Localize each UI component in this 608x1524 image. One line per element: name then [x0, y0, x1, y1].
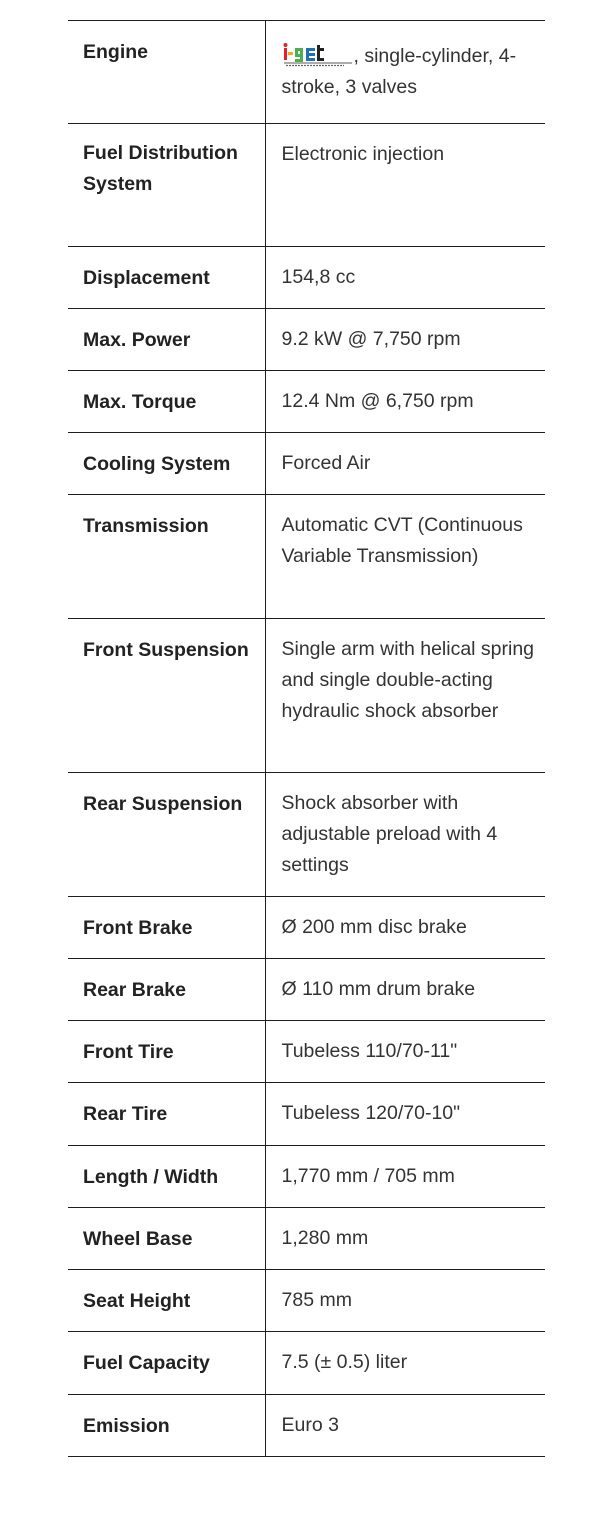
specifications-table-body	[68, 21, 545, 1457]
spec-label: Seat Height	[68, 1270, 265, 1332]
spec-label: Engine	[68, 21, 265, 124]
spec-row	[68, 1208, 545, 1270]
spec-value: 12.4 Nm @ 6,750 rpm	[265, 371, 545, 433]
spec-label: Emission	[68, 1395, 265, 1457]
spec-label: Wheel Base	[68, 1208, 265, 1270]
spec-value: Ø 110 mm drum brake	[265, 959, 545, 1021]
spec-row	[68, 124, 545, 247]
spec-value: 1,280 mm	[265, 1208, 545, 1270]
spec-row	[68, 1332, 545, 1395]
spec-label: Max. Power	[68, 309, 265, 371]
spec-label: Fuel Distribution System	[68, 124, 265, 247]
spec-value: Electronic injection	[265, 124, 545, 247]
spec-value: Automatic CVT (Continuous Variable Transmission)	[265, 495, 545, 619]
spec-label: Transmission	[68, 495, 265, 619]
spec-value: Ø 200 mm disc brake	[265, 897, 545, 959]
spec-label: Front Tire	[68, 1021, 265, 1083]
spec-label: Rear Brake	[68, 959, 265, 1021]
spec-row	[68, 1021, 545, 1083]
spec-label: Front Suspension	[68, 619, 265, 773]
spec-row	[68, 247, 545, 309]
spec-label: Cooling System	[68, 433, 265, 495]
i-get-logo-icon	[282, 42, 354, 68]
spec-value	[265, 21, 545, 124]
specifications-table	[68, 20, 545, 1457]
spec-label: Max. Torque	[68, 371, 265, 433]
spec-row	[68, 433, 545, 495]
spec-row	[68, 1146, 545, 1208]
spec-row	[68, 1083, 545, 1146]
spec-value: 9.2 kW @ 7,750 rpm	[265, 309, 545, 371]
spec-row	[68, 371, 545, 433]
spec-label: Length / Width	[68, 1146, 265, 1208]
spec-value: Tubeless 110/70-11"	[265, 1021, 545, 1083]
spec-label: Front Brake	[68, 897, 265, 959]
spec-row	[68, 1270, 545, 1332]
spec-row	[68, 897, 545, 959]
spec-value: Shock absorber with adjustable preload with 4 settings	[265, 773, 545, 897]
spec-label: Rear Tire	[68, 1083, 265, 1146]
spec-value: Euro 3	[265, 1395, 545, 1457]
spec-row	[68, 619, 545, 773]
spec-label: Rear Suspension	[68, 773, 265, 897]
spec-value-text: , single-cylinder, 4-stroke, 3 valves	[281, 45, 517, 98]
spec-value: Tubeless 120/70-10"	[265, 1083, 545, 1146]
spec-label: Displacement	[68, 247, 265, 309]
spec-value: 1,770 mm / 705 mm	[265, 1146, 545, 1208]
spec-row	[68, 21, 545, 124]
spec-row	[68, 495, 545, 619]
spec-value: Single arm with helical spring and single double-acting hydraulic shock absorber	[265, 619, 545, 773]
spec-value: 154,8 cc	[265, 247, 545, 309]
spec-value: 7.5 (± 0.5) liter	[265, 1332, 545, 1395]
spec-row	[68, 309, 545, 371]
spec-row	[68, 773, 545, 897]
spec-row	[68, 959, 545, 1021]
spec-label: Fuel Capacity	[68, 1332, 265, 1395]
spec-row	[68, 1395, 545, 1457]
spec-value: 785 mm	[265, 1270, 545, 1332]
spec-value: Forced Air	[265, 433, 545, 495]
